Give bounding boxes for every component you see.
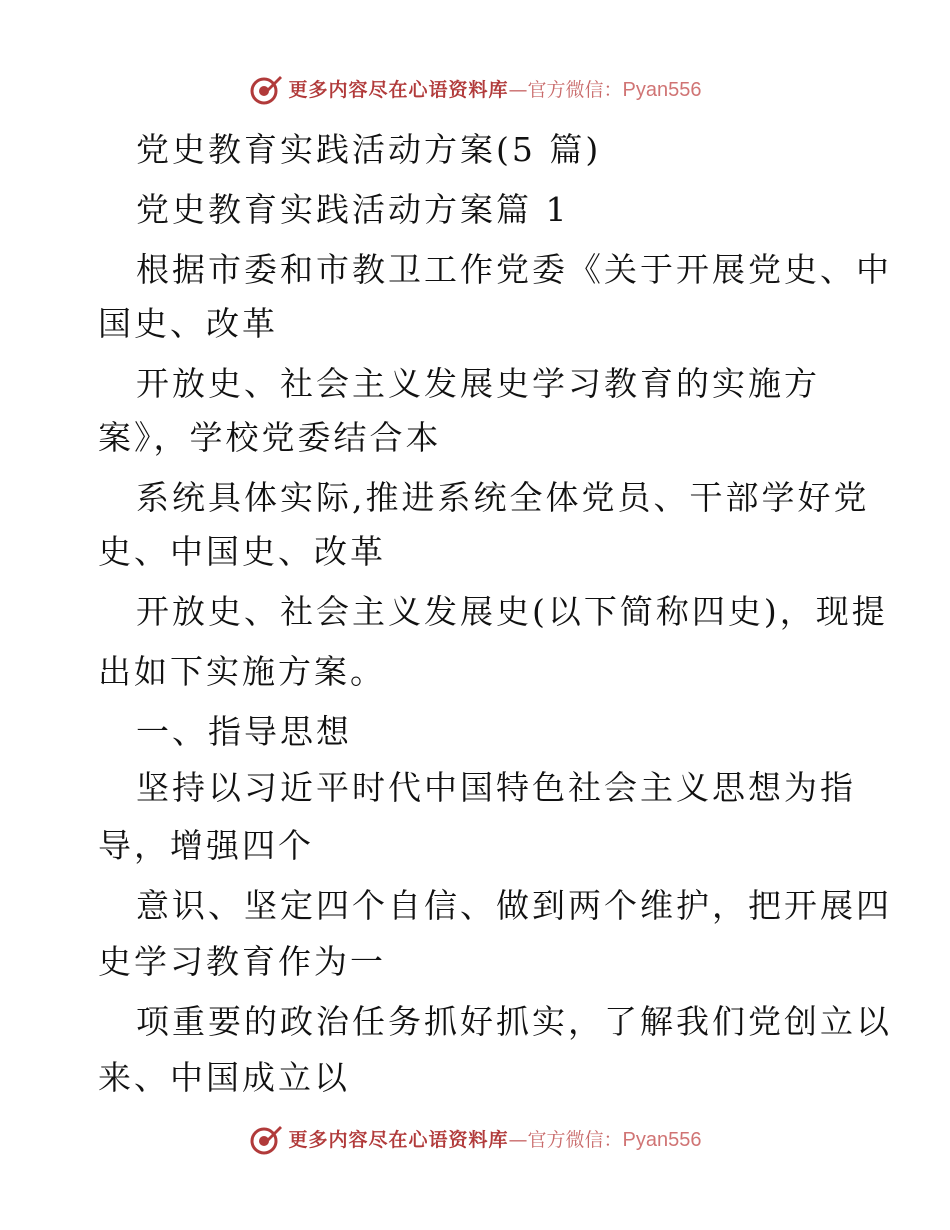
paragraph-line: 坚持以习近平时代中国特色社会主义思想为指 xyxy=(136,768,856,807)
paragraph-line: 来、中国成立以 xyxy=(98,1058,350,1097)
pen-logo-icon xyxy=(249,73,283,107)
paragraph-line: 项重要的政治任务抓好抓实，了解我们党创立以 xyxy=(136,1002,892,1041)
header-banner-text xyxy=(289,78,702,102)
section-heading: 一、指导思想 xyxy=(136,712,352,751)
section-heading: 党史教育实践活动方案篇 1 xyxy=(136,190,570,229)
paragraph-line: 系统具体实际,推进系统全体党员、干部学好党 xyxy=(136,478,870,517)
header-banner-separator: — xyxy=(508,79,528,101)
footer-banner-main: 更多内容尽在心语资料库 xyxy=(288,1129,509,1151)
header-banner-wechat-id: Pyan556 xyxy=(622,79,702,101)
header-banner xyxy=(0,70,950,110)
pen-logo-icon xyxy=(249,1123,283,1157)
footer-banner-text xyxy=(289,1128,702,1152)
paragraph-line: 开放史、社会主义发展史(以下简称四史)，现提 xyxy=(136,592,888,631)
paragraph-line: 案》，学校党委结合本 xyxy=(98,418,442,457)
paragraph-line: 根据市委和市教卫工作党委《关于开展党史、中 xyxy=(136,250,892,289)
paragraph-line: 史学习教育作为一 xyxy=(98,942,386,981)
paragraph-line: 开放史、社会主义发展史学习教育的实施方 xyxy=(136,364,820,403)
paragraph-line: 出如下实施方案。 xyxy=(98,652,386,691)
header-banner-main: 更多内容尽在心语资料库 xyxy=(288,79,509,101)
paragraph-line: 意识、坚定四个自信、做到两个维护，把开展四 xyxy=(136,886,892,925)
footer-banner-wechat-id: Pyan556 xyxy=(622,1129,702,1151)
footer-banner xyxy=(0,1120,950,1160)
paragraph-line: 史、中国史、改革 xyxy=(98,532,386,571)
document-title: 党史教育实践活动方案(5 篇) xyxy=(136,130,602,169)
footer-banner-wechat-label: 官方微信： xyxy=(527,1129,623,1151)
header-banner-wechat-label: 官方微信： xyxy=(527,79,623,101)
footer-banner-separator: — xyxy=(508,1129,528,1151)
paragraph-line: 国史、改革 xyxy=(98,304,278,343)
paragraph-line: 导，增强四个 xyxy=(98,826,314,865)
